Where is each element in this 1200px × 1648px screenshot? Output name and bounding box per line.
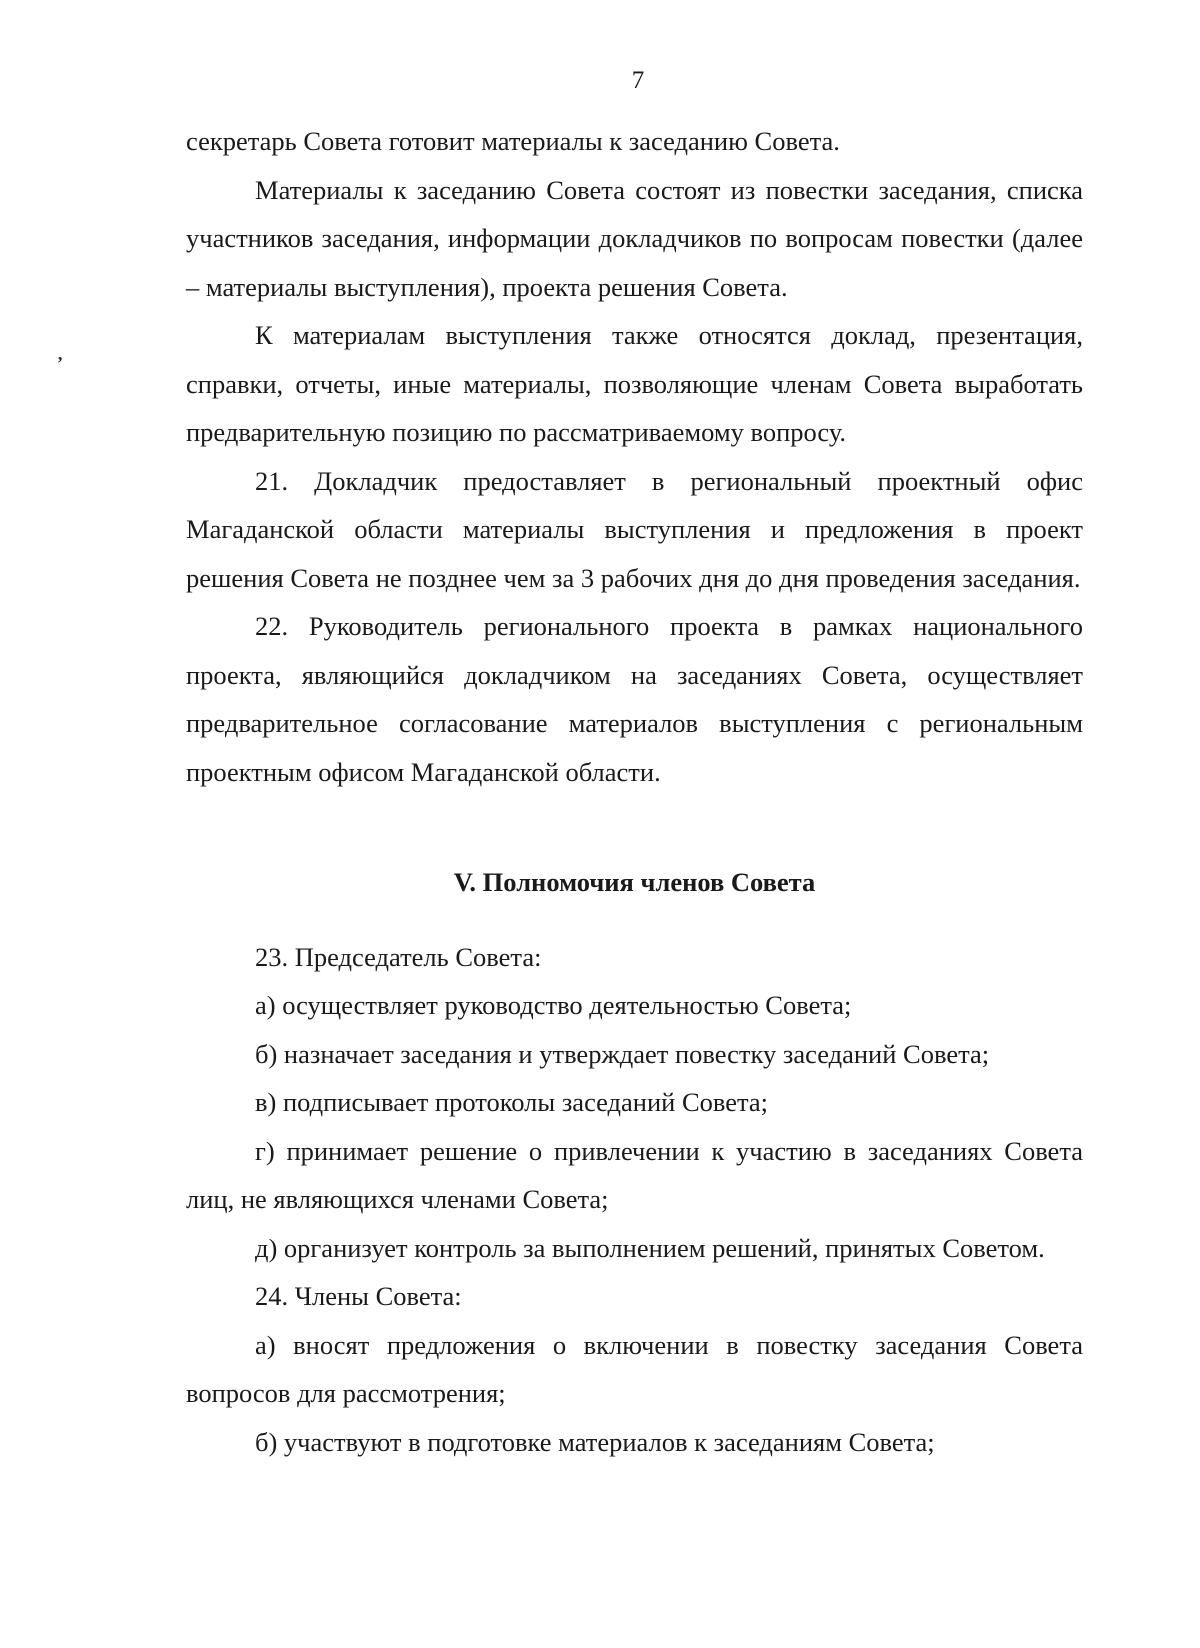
- page-number: 7: [631, 67, 645, 94]
- list-item: г) принимает решение о привлечении к участию в заседаниях Совета лиц, не являющихся членами Совета;: [186, 1135, 1083, 1214]
- paragraph-22: 22. Руководитель регионального проекта в рамках национального проекта, являющийся докладчиком на заседаниях Совета, осуществляет предварительное согласование материалов выступления с региональным проектным офисом Магаданской области.: [186, 611, 1083, 787]
- paragraph-21: 21. Докладчик предоставляет в региональный проектный офис Магаданской области материалы выступления и предложения в проект решения Совета не позднее чем за 3 рабочих дня до дня проведения заседания.: [186, 465, 1083, 593]
- section-heading: V. Полномочия членов Совета: [453, 867, 816, 897]
- list-item: в) подписывает протоколы заседаний Совета;: [255, 1087, 769, 1117]
- paragraph: К материалам выступления также относятся доклад, презентация, справки, отчеты, иные материалы, позволяющие членам Совета выработать предварительную позицию по рассматриваемому вопросу.: [186, 320, 1083, 447]
- list-item: а) осуществляет руководство деятельностью Совета;: [255, 990, 852, 1020]
- list-item: а) вносят предложения о включении в повестку заседания Совета вопросов для рассмотрения;: [186, 1329, 1083, 1408]
- document-body: [186, 117, 1083, 1466]
- paragraph-24: 24. Члены Совета:: [255, 1281, 462, 1311]
- paragraph: секретарь Совета готовит материалы к заседанию Совета.: [186, 126, 840, 156]
- paragraph: Материалы к заседанию Совета состоят из повестки заседания, списка участников заседания, информации докладчиков по вопросам повестки (далее – материалы выступления), проекта решения Совета.: [186, 174, 1083, 302]
- margin-mark: ’: [57, 353, 63, 373]
- paragraph-23: 23. Председатель Совета:: [255, 941, 542, 972]
- list-item: б) участвуют в подготовке материалов к заседаниям Совета;: [255, 1426, 935, 1457]
- list-item: д) организует контроль за выполнением решений, принятых Советом.: [255, 1232, 1045, 1263]
- list-item: б) назначает заседания и утверждает повестку заседаний Совета;: [255, 1038, 990, 1069]
